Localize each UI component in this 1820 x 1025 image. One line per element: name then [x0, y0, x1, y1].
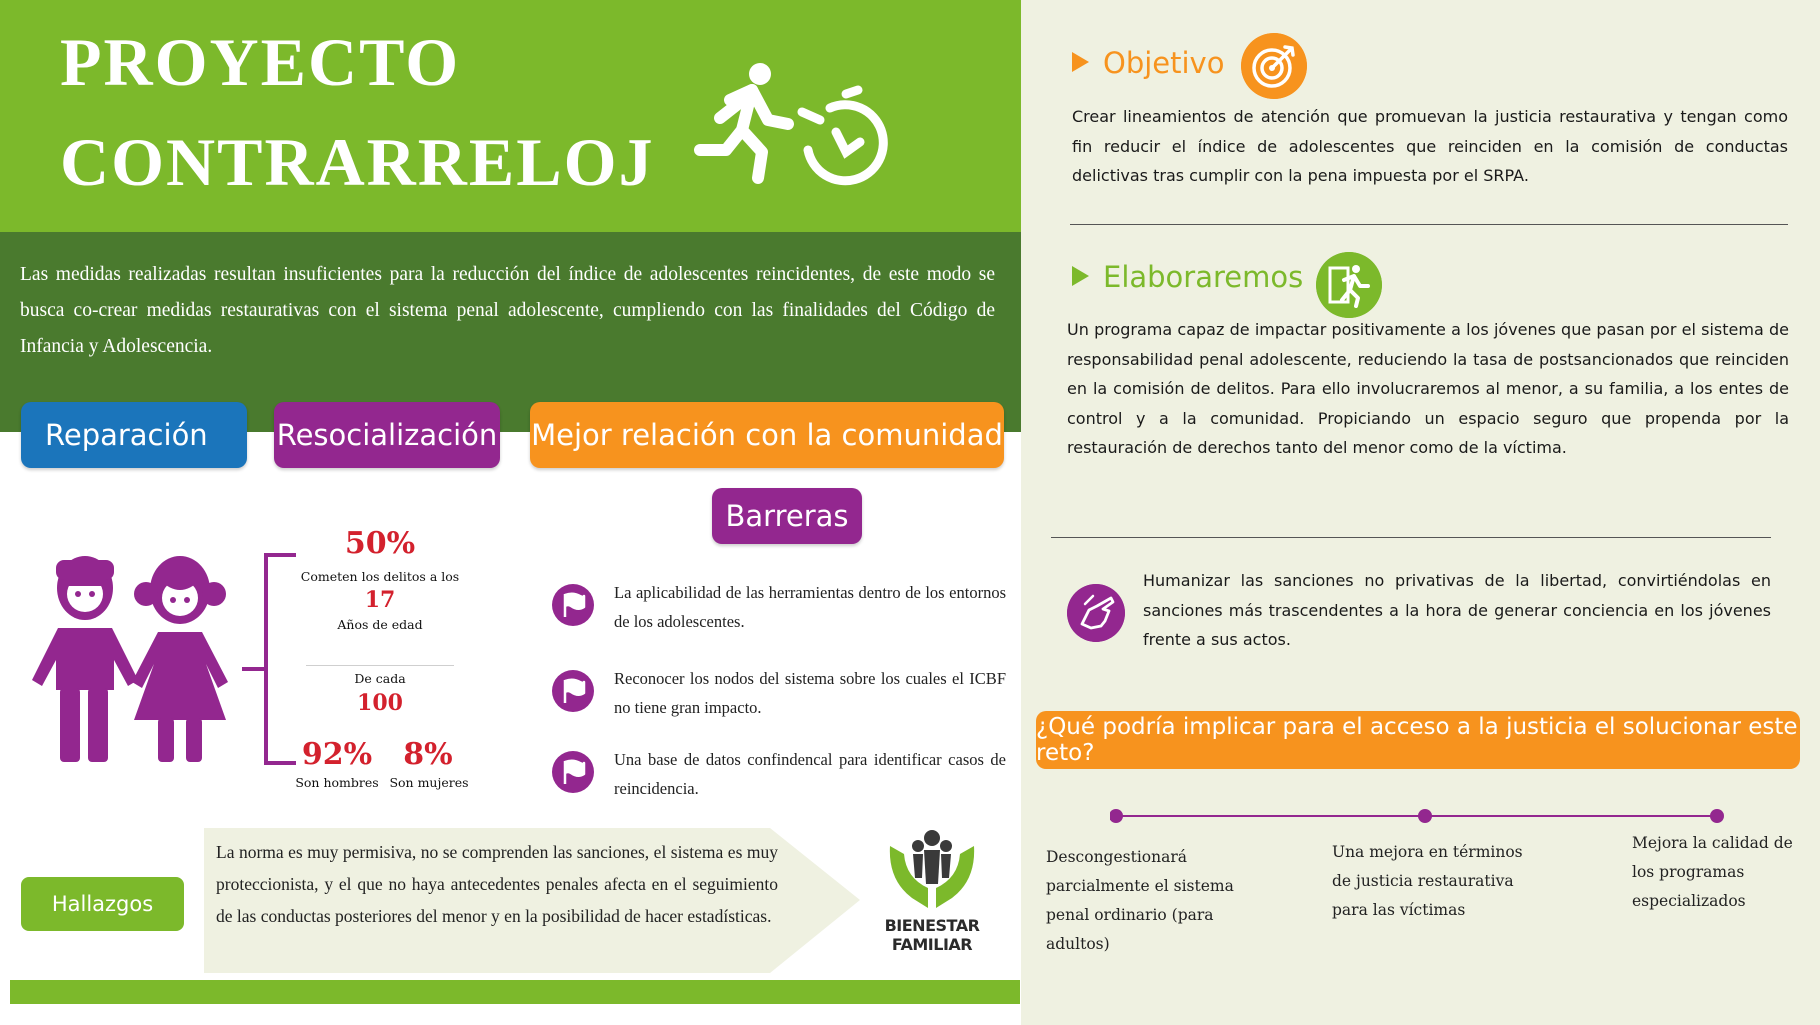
page-title [60, 12, 660, 212]
stats-bracket [240, 552, 300, 766]
bienestar-familiar-logo [882, 828, 982, 954]
running-person-icon [700, 63, 788, 178]
flag-icon [552, 670, 594, 712]
children-icon [30, 550, 240, 765]
timeline [1110, 806, 1724, 826]
barrier-item [552, 745, 1007, 809]
stat-age-label: Años de edad [337, 617, 423, 632]
intro-text: Las medidas realizadas resultan insuficientes para la reducción del índice de adolescentes reincidentes, de este modo se busca co-crear medidas restaurativas con el sistema penal adolescente, cumpliendo con las finalidades del Código de Infancia y Adolescencia. [20, 264, 995, 357]
flag-icon [552, 751, 594, 793]
logo-emblem-icon [882, 828, 982, 912]
pill-barreras: Barreras [712, 488, 862, 544]
running-exit-icon [1316, 252, 1382, 318]
barrier-item [552, 578, 1007, 642]
pointing-hand-icon [1067, 584, 1125, 642]
elaboraremos-text: Un programa capaz de impactar positivamente a los jóvenes que pasan por el sistema de responsabilidad penal adolescente, reduciendo la tasa de postsancionados que reinciden en la comisión de delitos. Para ello involucraremos al menor, a su familia, a los entes de control y a la comunidad. Propiciando un espacio seguro que propenda por la restauración de derechos tanto del menor como de la víctima. [1067, 320, 1789, 457]
stat-divider [306, 665, 454, 666]
flag-icon [552, 584, 594, 626]
objetivo-text: Crear lineamientos de atención que promuevan la justicia restaurativa y tengan como fin reducir el índice de adolescentes que reinciden en la comisión de conductas delictivas tras cumplir con la pena impuesta por el SRPA. [1072, 107, 1788, 185]
triangle-bullet-icon [1072, 52, 1089, 72]
timeline-item-3: Mejora la calidad de los programas especializados [1632, 834, 1793, 910]
pill-comunidad: Mejor relación con la comunidad [530, 402, 1004, 468]
target-icon [1241, 33, 1307, 99]
stat-cometen-label: Cometen los delitos a los [300, 569, 460, 584]
barrier-item [552, 664, 1007, 728]
stat-percent-delitos: 50% [344, 526, 416, 561]
humanizar-text: Humanizar las sanciones no privativas de la libertad, convirtiéndolas en sanciones más trascendentes a la hora de generar conciencia en los jóvenes frente a sus actos. [1143, 571, 1771, 649]
divider [1051, 537, 1771, 538]
logo-text-2: FAMILIAR [891, 935, 973, 954]
hallazgos-label: Hallazgos [21, 877, 184, 931]
barrier-text: Una base de datos confindencal para identificar casos de reincidencia. [614, 750, 1006, 798]
title-line-1: PROYECTO [60, 24, 461, 100]
objetivo-heading [1072, 46, 1224, 80]
stat-hombres-label: Son hombres [295, 775, 379, 790]
elaboraremos-heading [1072, 260, 1303, 294]
stat-mujeres-label: Son mujeres [389, 775, 469, 790]
stopwatch-icon [802, 90, 883, 181]
pill-reparacion: Reparación [21, 402, 247, 468]
barrier-text: La aplicabilidad de las herramientas dentro de los entornos de los adolescentes. [614, 583, 1006, 631]
header-icons [690, 60, 890, 200]
stat-age: 17 [364, 587, 396, 613]
timeline-dot [1710, 809, 1724, 823]
bottom-bar [10, 980, 1020, 1004]
stat-de-cada-label: De cada [354, 671, 406, 686]
stat-hombres-percent: 92% [301, 737, 373, 772]
pill-resocializacion: Resocialización [274, 402, 500, 468]
timeline-item-1: Descongestionará parcialmente el sistema penal ordinario (para adultos) [1046, 848, 1234, 953]
question-banner: ¿Qué podría implicar para el acceso a la justicia el solucionar este reto? [1036, 711, 1800, 769]
objetivo-title: Objetivo [1103, 46, 1225, 80]
timeline-dot [1418, 809, 1432, 823]
elaboraremos-title: Elaboraremos [1103, 260, 1304, 294]
divider [1070, 224, 1788, 225]
hallazgos-text: La norma es muy permisiva, no se comprenden las sanciones, el sistema es muy proteccionista, y el que no haya antecedentes penales afecta en el seguimiento de las conductas posteriores del menor y en la posibilidad de hacer estadísticas. [216, 842, 778, 926]
stat-de-cada-value: 100 [357, 690, 403, 716]
barrier-text: Reconocer los nodos del sistema sobre los cuales el ICBF no tiene gran impacto. [614, 669, 1006, 717]
timeline-dot [1110, 809, 1123, 823]
triangle-bullet-icon [1072, 266, 1089, 286]
timeline-item-2: Una mejora en términos de justicia restaurativa para las víctimas [1332, 843, 1523, 919]
stat-mujeres-percent: 8% [403, 737, 453, 772]
logo-text-1: BIENESTAR [884, 916, 980, 935]
title-line-2: CONTRARRELOJ [60, 124, 655, 200]
